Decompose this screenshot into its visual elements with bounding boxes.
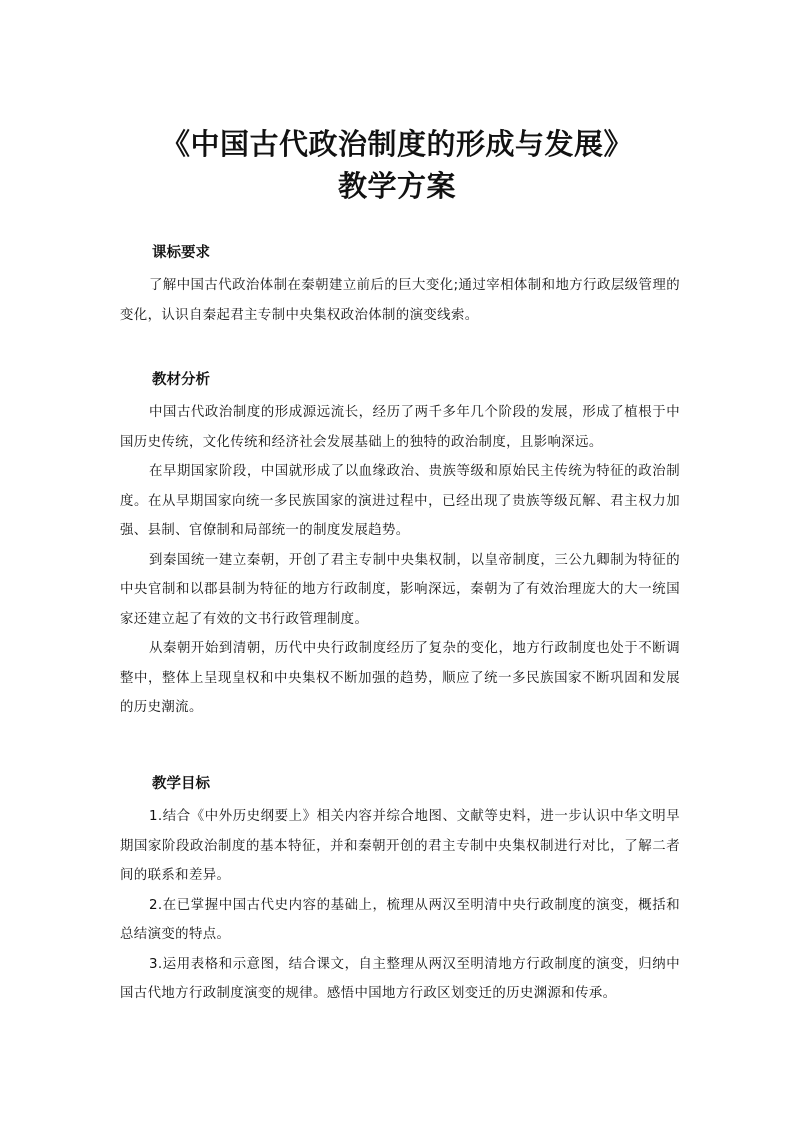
paragraph: 2.在已掌握中国古代史内容的基础上，梳理从两汉至明清中央行政制度的演变，概括和总结演变的特点。 bbox=[120, 897, 680, 942]
paragraph: 中国古代政治制度的形成源远流长，经历了两千多年几个阶段的发展，形成了植根于中国历史传统，文化传统和经济社会发展基础上的独特的政治制度，且影响深远。 bbox=[120, 405, 680, 450]
section-textbook-analysis bbox=[120, 370, 680, 723]
paragraph: 到秦国统一建立秦朝，开创了君主专制中央集权制，以皇帝制度，三公九卿制为特征的中央官制和以郡县制为特征的地方行政制度，影响深远，秦朝为了有效治理庞大的大一统国家还建立起了有效的文书行政管理制度。 bbox=[120, 552, 680, 627]
section-curriculum-requirements bbox=[120, 243, 680, 330]
paragraph: 1.结合《中外历史纲要上》相关内容并综合地图、文献等史料，进一步认识中华文明早期国家阶段政治制度的基本特征，并和秦朝开创的君主专制中央集权制进行对比，了解二者间的联系和差异。 bbox=[120, 809, 680, 883]
section-heading: 教学目标 bbox=[152, 776, 210, 792]
section-teaching-objectives bbox=[120, 774, 680, 1009]
paragraph: 了解中国古代政治体制在秦朝建立前后的巨大变化;通过宰相体制和地方行政层级管理的变化，认识自秦起君主专制中央集权政治体制的演变线索。 bbox=[120, 278, 680, 323]
document-title-line-1: 《中国古代政治制度的形成与发展》 bbox=[160, 127, 633, 161]
paragraph: 在早期国家阶段，中国就形成了以血缘政治、贵族等级和原始民主传统为特征的政治制度。在从早期国家向统一多民族国家的演进过程中，已经出现了贵族等级瓦解、君主权力加强、县制、官僚制和局部统一的制度发展趋势。 bbox=[120, 464, 680, 538]
paragraph: 3.运用表格和示意图，结合课文，自主整理从两汉至明清地方行政制度的演变，归纳中国古代地方行政制度演变的规律。感悟中国地方行政区划变迁的历史渊源和传承。 bbox=[120, 956, 680, 1001]
section-heading: 教材分析 bbox=[152, 372, 210, 388]
document-title-line-2: 教学方案 bbox=[337, 169, 456, 203]
section-heading: 课标要求 bbox=[152, 245, 210, 261]
paragraph: 从秦朝开始到清朝，历代中央行政制度经历了复杂的变化，地方行政制度也处于不断调整中，整体上呈现皇权和中央集权不断加强的趋势，顺应了统一多民族国家不断巩固和发展的历史潮流。 bbox=[120, 641, 680, 715]
